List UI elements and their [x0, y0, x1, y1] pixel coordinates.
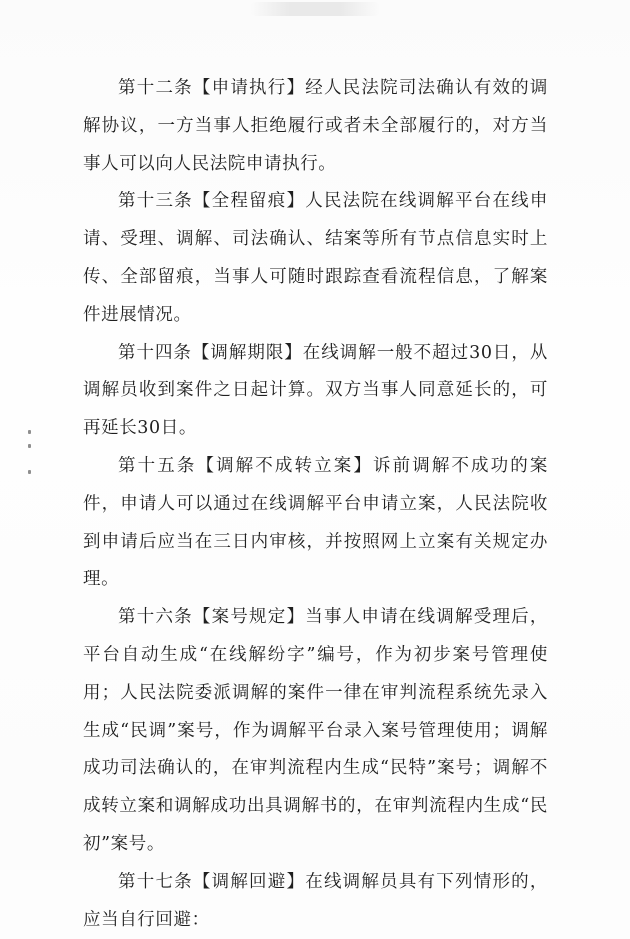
article-15-paragraph: 第十五条【调解不成转立案】诉前调解不成功的案件，申请人可以通过在线调解平台申请立案，人民法院收到申请后应当在三日内审核，并按照网上立案有关规定办理。: [83, 455, 548, 590]
show-through-smudge: [250, 2, 380, 16]
article-16-paragraph: 第十六条【案号规定】当事人申请在线调解受理后，平台自动生成“在线解纷字”编号，作为初步案号管理使用；人民法院委派调解的案件一律在审判流程系统先录入生成“民调”案号，作为调解平台录入案号管理使用；调解成功司法确认的，在审判流程内生成“民特”案号；调解不成转立案和调解成功出具调解书的，在审判流程内生成“民初”案号。: [83, 607, 548, 854]
article-12-paragraph: 第十二条【申请执行】经人民法院司法确认有效的调解协议，一方当事人拒绝履行或者未全部履行的，对方当事人可以向人民法院申请执行。: [83, 78, 548, 174]
article-17-paragraph: 第十七条【调解回避】在线调解员具有下列情形的，应当自行回避：: [83, 871, 548, 930]
document-body: [83, 70, 548, 939]
article-13-paragraph: 第十三条【全程留痕】人民法院在线调解平台在线申请、受理、调解、司法确认、结案等所有节点信息实时上传、全部留痕，当事人可随时跟踪查看流程信息，了解案件进展情况。: [83, 191, 548, 325]
article-14-paragraph: 第十四条【调解期限】在线调解一般不超过30日，从调解员收到案件之日起计算。双方当事人同意延长的，可再延长30日。: [83, 342, 548, 439]
binding-marks: [28, 430, 34, 480]
